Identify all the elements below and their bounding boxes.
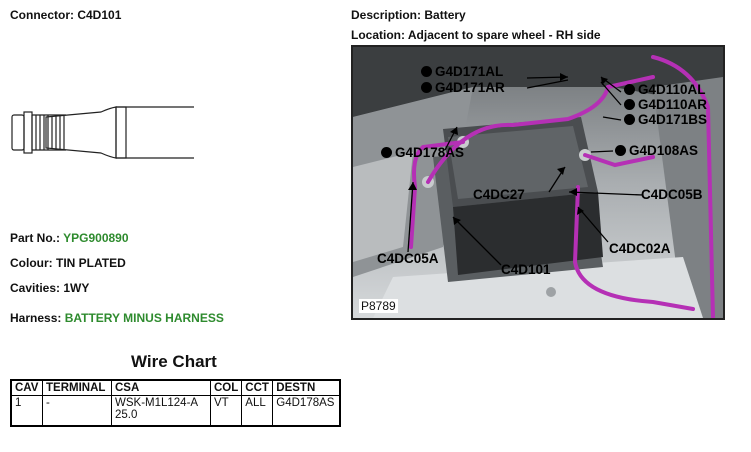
connector-line [10,8,121,22]
callout-g4d110ar: G4D110AR [624,97,707,112]
cavities-line [10,281,89,295]
callout-g4d171ar: G4D171AR [421,80,505,95]
description-label: Description: [351,8,422,22]
callout-g4d178as: G4D178AS [381,145,464,160]
colour-value: TIN PLATED [56,256,126,270]
col-header-cct: CCT [242,380,273,396]
col-header-terminal: TERMINAL [43,380,112,396]
cell-cav: 1 [11,396,43,426]
colour-line [10,256,126,270]
bullet-dot-icon [624,84,635,95]
harness-label: Harness: [10,311,62,325]
callout-c4dc05a: C4DC05A [377,251,439,266]
col-header-csa: CSA [112,380,211,396]
wire-chart-table [10,379,341,427]
callout-g4d171bs: G4D171BS [624,112,707,127]
bullet-dot-icon [421,66,432,77]
wire-chart-title: Wire Chart [131,352,217,371]
col-header-destn: DESTN [273,380,341,396]
location-photo [351,45,725,320]
cell-cct: ALL [242,396,273,426]
callout-c4dc05b: C4DC05B [641,187,703,202]
colour-label: Colour: [10,256,53,270]
table-row [11,396,340,426]
bullet-dot-icon [381,147,392,158]
harness-value: BATTERY MINUS HARNESS [64,311,224,325]
callout-c4dc02a: C4DC02A [609,241,671,256]
col-header-col: COL [211,380,242,396]
cell-destn: G4D178AS [273,396,341,426]
cavities-label: Cavities: [10,281,61,295]
location-label: Location: [351,28,405,42]
connector-value: C4D101 [77,8,122,22]
cell-csa: WSK-M1L124-A 25.0 [112,396,211,426]
callout-c4d101: C4D101 [501,262,551,277]
description-line [351,8,466,22]
bullet-dot-icon [624,114,635,125]
callout-c4dc27: C4DC27 [473,187,525,202]
callout-g4d171al: G4D171AL [421,64,503,79]
bullet-dot-icon [624,99,635,110]
callout-g4d108as: G4D108AS [615,143,698,158]
part-no-label: Part No.: [10,231,61,245]
callout-g4d110al: G4D110AL [624,82,706,97]
photo-reference: P8789 [361,299,396,313]
bullet-dot-icon [615,145,626,156]
cell-col: VT [211,396,242,426]
harness-line [10,311,224,325]
bullet-dot-icon [421,82,432,93]
location-value: Adjacent to spare wheel - RH side [407,28,601,42]
location-line [351,28,601,42]
cell-terminal: - [43,396,112,426]
part-no-line [10,231,129,245]
connector-drawing [6,95,196,167]
description-value: Battery [424,8,466,22]
col-header-cav: CAV [11,380,43,396]
wire-chart-header-row [11,380,340,396]
connector-label: Connector: [10,8,74,22]
part-no-value: YPG900890 [63,231,129,245]
cavities-value: 1WY [63,281,90,295]
